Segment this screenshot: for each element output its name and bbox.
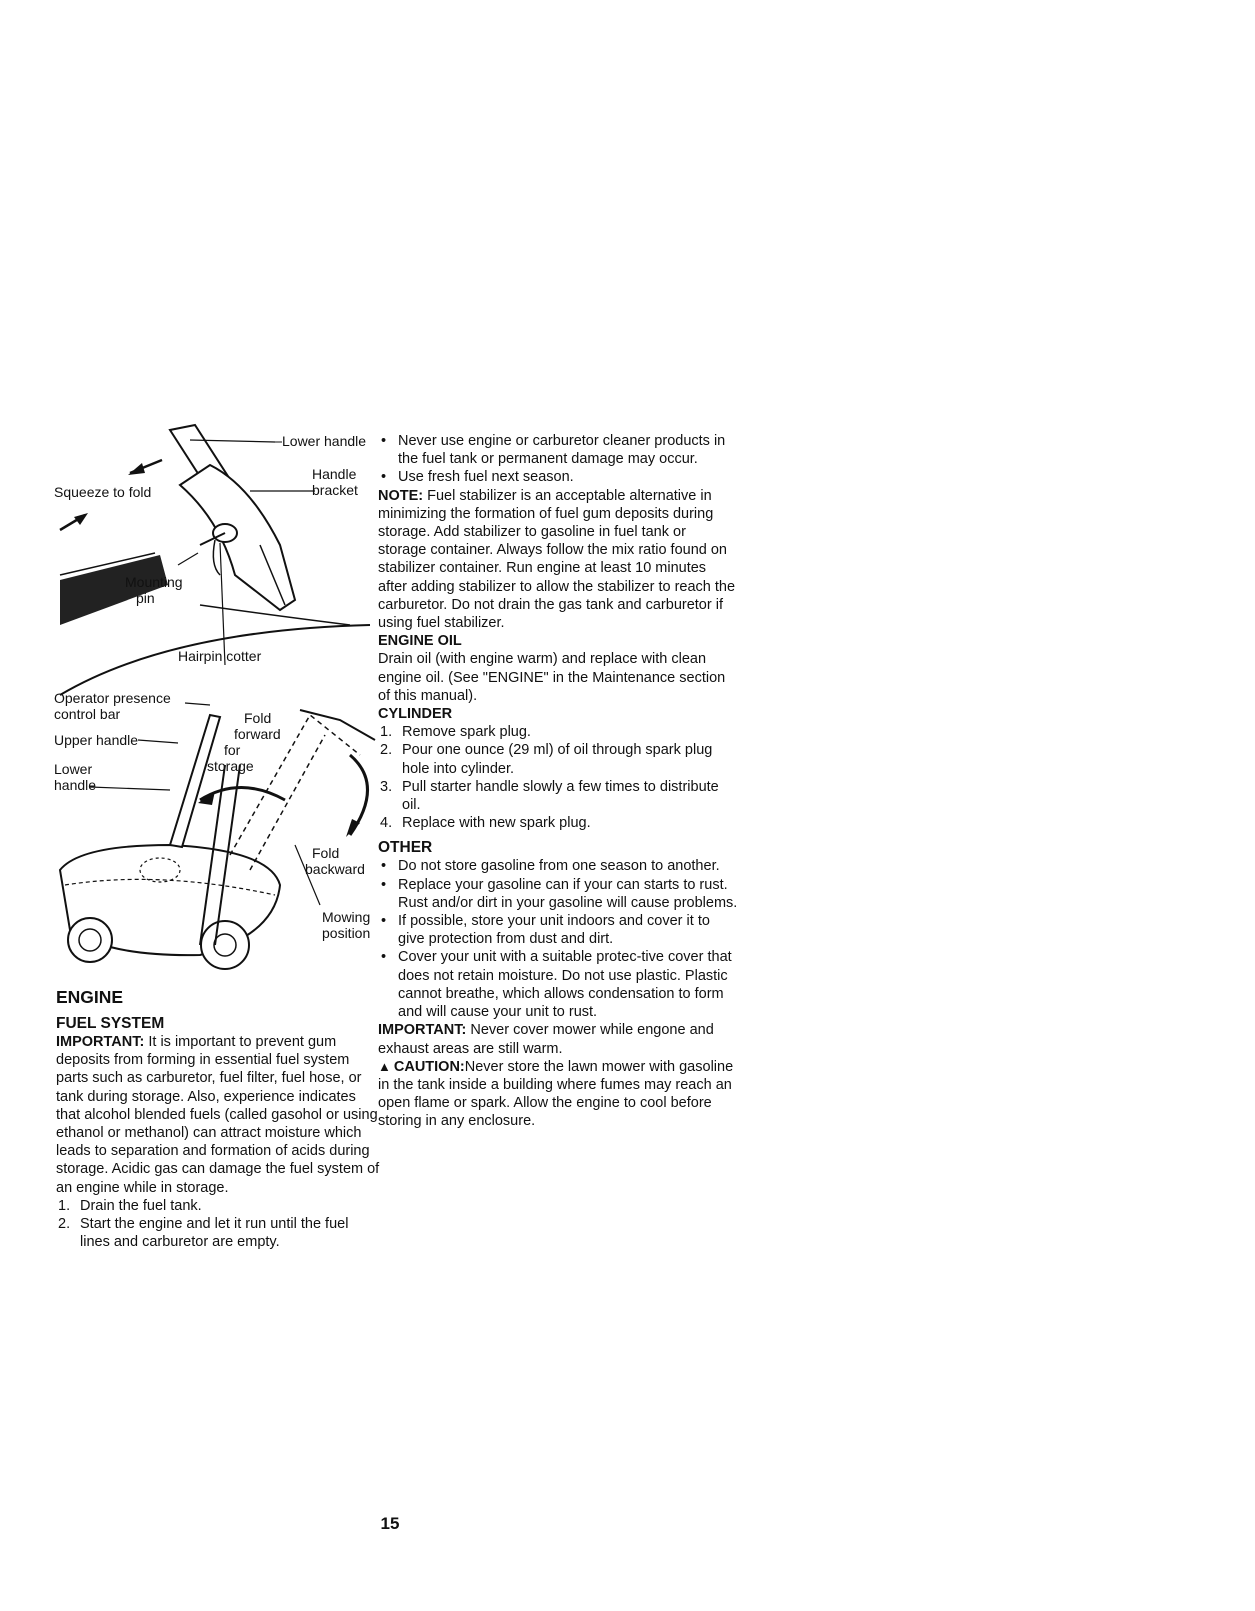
important-label: IMPORTANT: (56, 1034, 145, 1050)
step-number: 3. (380, 778, 393, 795)
cylinder-heading: CYLINDER (378, 706, 453, 723)
list-item (378, 778, 738, 814)
important-text: Never cover mower while engone and exhaust areas are still warm. (378, 1022, 714, 1057)
engine-oil-paragraph: Drain oil (with engine warm) and replace with clean engine oil. (See "ENGINE" in the Maintenance section of this manual). (378, 651, 726, 704)
list-item: • Never use engine or carburetor cleaner products in the fuel tank or permanent damage may occur. (378, 432, 738, 468)
list-item: • Replace your gasoline can if your can starts to rust. Rust and/or dirt in your gasoline will cause problems. (378, 876, 738, 912)
step-number: 2. (58, 1216, 71, 1233)
step-text: Drain the fuel tank. (80, 1197, 202, 1214)
right-column (378, 432, 738, 1131)
label-handle-bracket-1: Handle (312, 466, 357, 482)
handle-bracket-diagram (50, 425, 380, 685)
list-item: • Do not store gasoline from one season to another. (378, 857, 738, 875)
fuel-system-heading: FUEL SYSTEM (56, 1015, 165, 1032)
cylinder-steps-list (378, 723, 738, 832)
mower-fold-illustration (50, 690, 385, 985)
step-text: Replace with new spark plug. (402, 815, 591, 832)
list-item (378, 814, 738, 832)
label-fold-forward-4: storage (207, 758, 254, 774)
fuel-bullets-list (378, 432, 738, 487)
list-item (378, 741, 738, 777)
label-fold-backward-1: Fold (312, 845, 340, 861)
label-fold-backward-2: backward (305, 861, 365, 877)
other-heading: OTHER (378, 839, 433, 857)
label-lower-handle-2a: Lower (54, 761, 93, 777)
fuel-important-paragraph (56, 1033, 381, 1197)
label-mowing-position-1: Mowing (322, 909, 371, 925)
label-upper-handle: Upper handle (54, 732, 139, 748)
step-text: Pour one ounce (29 ml) of oil through spark plug hole into cylinder. (402, 742, 713, 777)
left-column (56, 986, 381, 1251)
warning-triangle-icon: ▲ (378, 1058, 391, 1074)
label-mounting-pin-2: pin (136, 590, 155, 606)
note-text: Fuel stabilizer is an acceptable alternative in minimizing the formation of fuel gum deposits during storage. Add stabilizer to gasoline in fuel tank or storage container. Always follow the mix ratio found on stabilizer container. Run engine at least 10 minutes after adding stabilizer to allow the stabilizer to reach the carburetor. Do not drain the gas tank and carburetor if using fuel stabilizer. (378, 487, 736, 632)
list-item (56, 1215, 381, 1251)
label-hairpin-cotter: Hairpin cotter (178, 648, 262, 664)
engine-oil-heading: ENGINE OIL (378, 633, 462, 650)
list-item (378, 723, 738, 741)
important-text: It is important to prevent gum deposits from forming in essential fuel system parts such as carburetor, fuel filter, fuel hose, or tank during storage. Also, experience indicates that alcohol blended fuels (called gasohol or using ethanol or methanol) can attract moisture which leads to separation and formation of acids during storage. Acidic gas can damage the fuel system of an engine while in storage. (56, 1034, 380, 1196)
fuel-steps-list (56, 1197, 381, 1252)
label-lower-handle-2b: handle (54, 777, 97, 793)
label-fold-forward-2: forward (234, 726, 281, 742)
label-operator-presence-2: control bar (54, 706, 121, 722)
label-fold-forward-1: Fold (244, 710, 272, 726)
mower-fold-diagram (50, 690, 385, 985)
step-text: Pull starter handle slowly a few times to distribute oil. (402, 778, 719, 814)
list-item: • Use fresh fuel next season. (378, 468, 738, 486)
important-paragraph (378, 1021, 738, 1057)
label-operator-presence-1: Operator presence (54, 690, 171, 706)
step-text: Start the engine and let it run until the fuel lines and carburetor are empty. (80, 1216, 349, 1251)
list-item: • If possible, store your unit indoors and cover it to give protection from dust and dirt. (378, 912, 738, 948)
other-bullets-list (378, 857, 738, 1021)
engine-heading: ENGINE (56, 987, 124, 1007)
label-handle-bracket-2: bracket (312, 482, 358, 498)
note-paragraph (378, 487, 738, 633)
list-item: • Cover your unit with a suitable protec-tive cover that does not retain moisture. Do not use plastic. Plastic cannot breathe, which allows condensation to form and will cause your unit to rust. (378, 948, 738, 1021)
note-label: NOTE: (378, 487, 424, 504)
label-mowing-position-2: position (322, 925, 371, 941)
caution-label: CAUTION: (393, 1058, 465, 1075)
list-item (56, 1197, 381, 1215)
step-number: 4. (380, 815, 393, 832)
label-mounting-pin-1: Mounting (125, 574, 183, 590)
label-lower-handle: Lower handle (282, 433, 367, 449)
label-fold-forward-3: for (224, 742, 241, 758)
handle-bracket-illustration (50, 425, 380, 685)
step-number: 2. (380, 742, 393, 759)
caution-text: Never store the lawn mower with gasoline in the tank inside a building where fumes may reach an open flame or spark. Allow the engine to cool before storing in any enclosure. (378, 1058, 734, 1130)
step-number: 1. (58, 1197, 71, 1214)
caution-paragraph (378, 1058, 738, 1131)
important-label: IMPORTANT: (378, 1022, 467, 1039)
page-number: 15 (380, 1514, 400, 1533)
step-text: Remove spark plug. (402, 724, 531, 741)
step-number: 1. (380, 724, 393, 741)
label-squeeze-to-fold: Squeeze to fold (54, 484, 152, 500)
